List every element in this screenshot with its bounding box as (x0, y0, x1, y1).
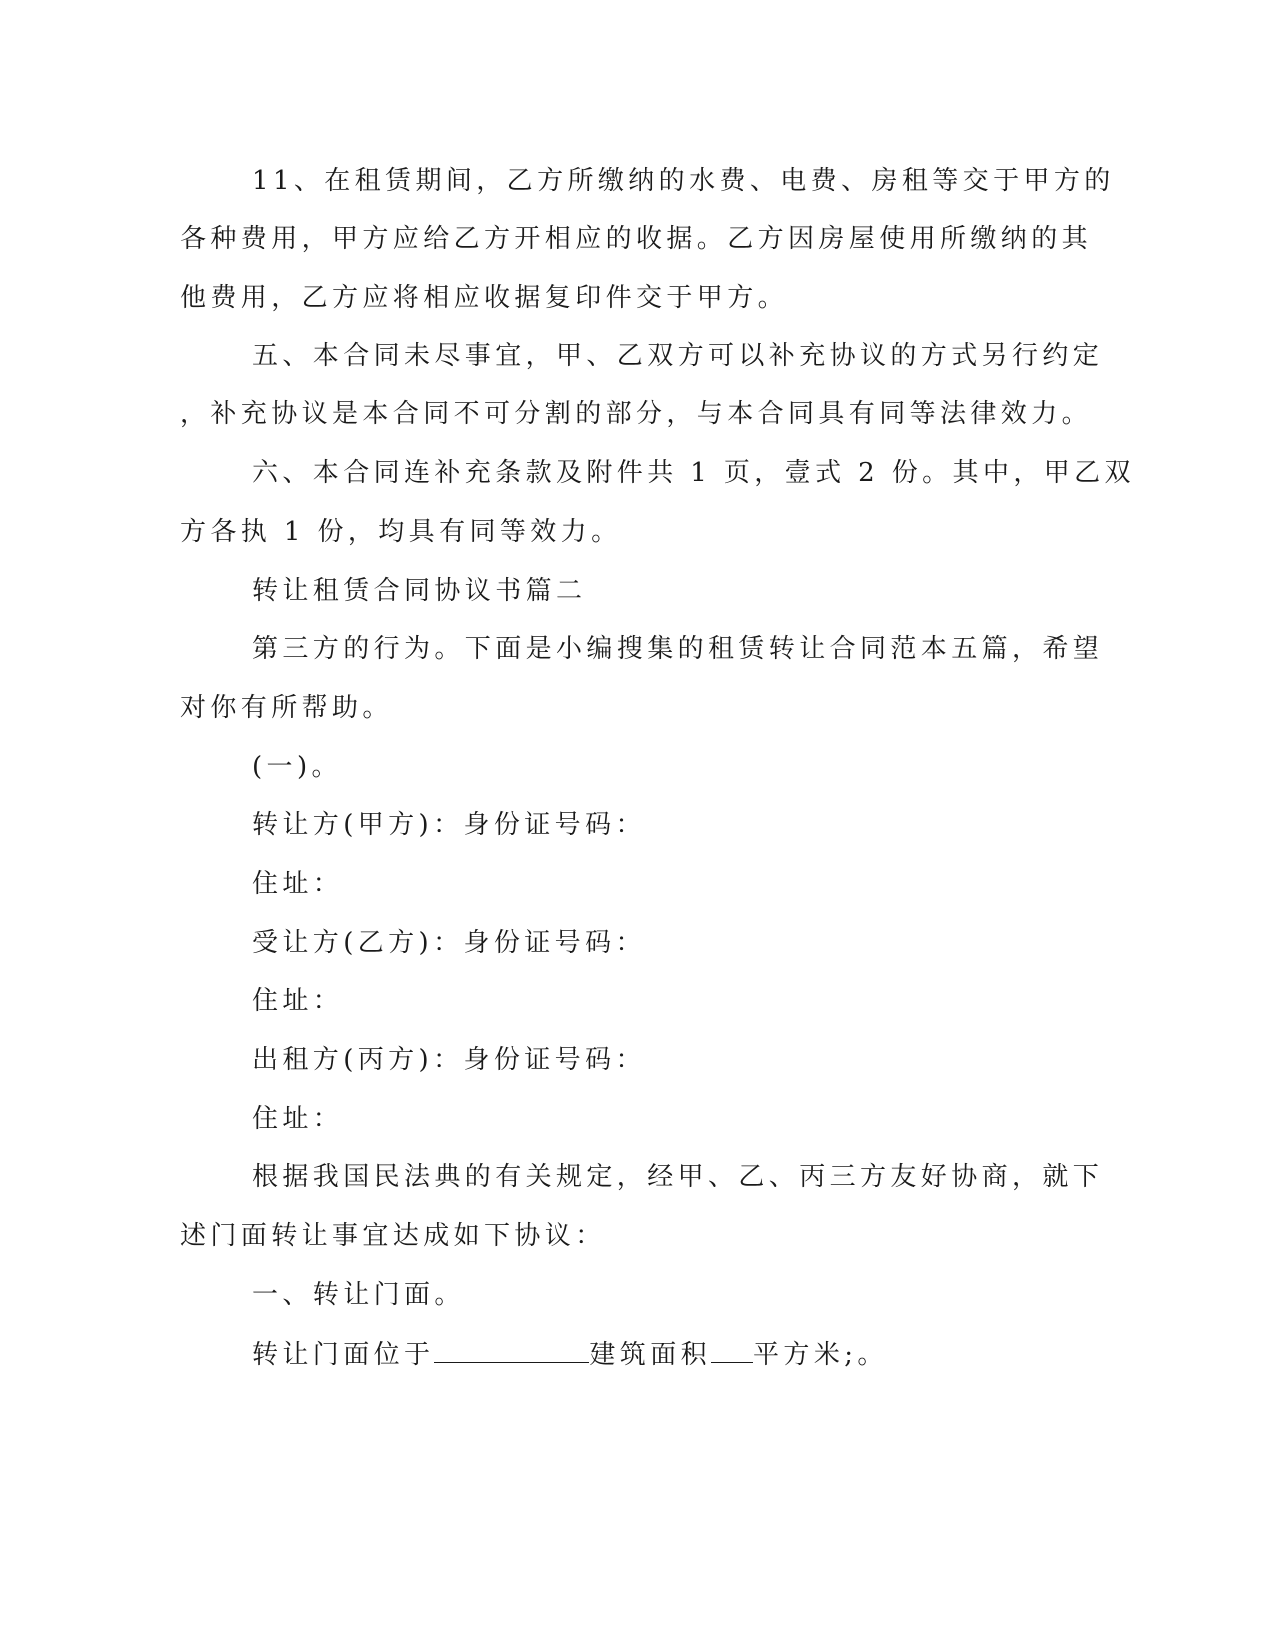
paragraph-line: 六、本合同连补充条款及附件共 1 页，壹式 2 份。其中，甲乙双 (252, 458, 1135, 488)
field-label: 住址： (252, 1104, 344, 1134)
section-heading: 转让租赁合同协议书篇二 (252, 576, 587, 606)
paragraph-line: 五、本合同未尽事宜，甲、乙双方可以补充协议的方式另行约定 (252, 341, 1104, 371)
paragraph-line: 方各执 1 份，均具有同等效力。 (180, 517, 622, 547)
text-segment: 建筑面积 (589, 1340, 712, 1370)
paragraph-line: 根据我国民法典的有关规定，经甲、乙、丙三方友好协商，就下 (252, 1162, 1104, 1192)
paragraph-line: 述门面转让事宜达成如下协议： (180, 1221, 606, 1251)
paragraph-line: 各种费用，甲方应给乙方开相应的收据。乙方因房屋使用所缴纳的其 (180, 224, 1093, 254)
text-segment: 转让门面位于 (252, 1340, 435, 1370)
field-label: 转让方(甲方)：身份证号码： (252, 810, 646, 840)
paragraph-line: 11、在租赁期间，乙方所缴纳的水费、电费、房租等交于甲方的 (252, 166, 1115, 196)
fill-in-blank (434, 1336, 589, 1363)
section-heading: 一、转让门面。 (252, 1280, 465, 1310)
paragraph-line: 对你有所帮助。 (180, 693, 393, 723)
paragraph-line: ，补充协议是本合同不可分割的部分，与本合同具有同等法律效力。 (180, 399, 1093, 429)
field-label: 住址： (252, 869, 344, 899)
paragraph-line: (一)。 (252, 752, 342, 782)
paragraph-line (252, 1336, 1112, 1372)
field-label: 出租方(丙方)：身份证号码： (252, 1045, 646, 1075)
field-label: 受让方(乙方)：身份证号码： (252, 928, 646, 958)
text-segment: 平方米;。 (753, 1340, 888, 1370)
fill-in-blank (711, 1336, 753, 1363)
paragraph-line: 第三方的行为。下面是小编搜集的租赁转让合同范本五篇，希望 (252, 634, 1104, 664)
paragraph-line: 他费用，乙方应将相应收据复印件交于甲方。 (180, 283, 789, 313)
field-label: 住址： (252, 986, 344, 1016)
